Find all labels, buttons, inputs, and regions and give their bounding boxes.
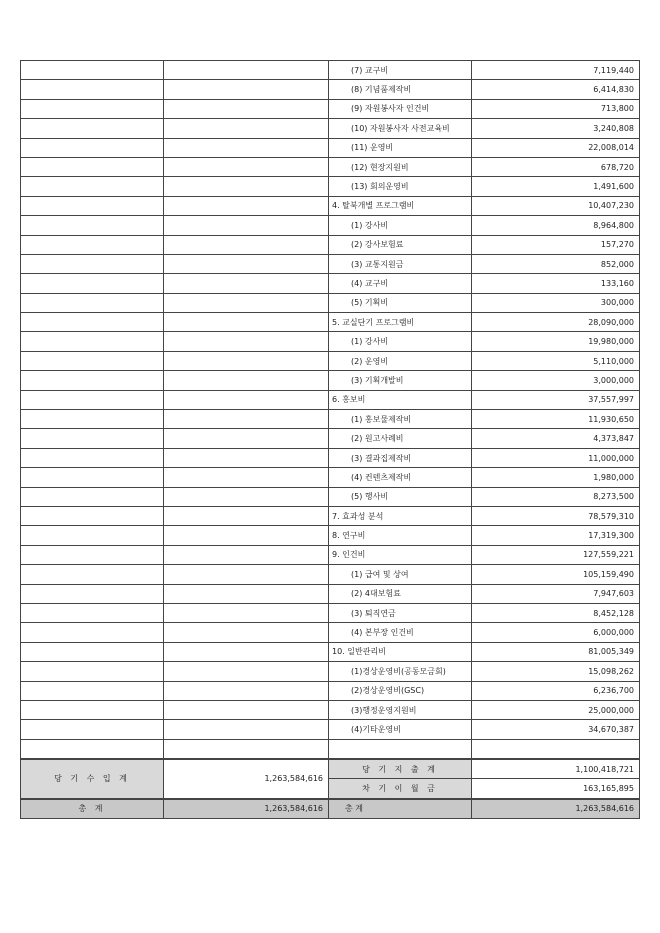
income-item-cell (21, 254, 164, 273)
income-item-cell (21, 642, 164, 661)
income-total-amount: 1,263,584,616 (164, 759, 329, 799)
expense-item-amount: 19,980,000 (472, 332, 640, 351)
income-amount-cell (164, 61, 329, 80)
expense-item-label: (4)기타운영비 (329, 720, 472, 739)
carryover-amount: 163,165,895 (472, 779, 640, 799)
income-item-cell (21, 80, 164, 99)
income-item-cell (21, 700, 164, 719)
income-item-cell (21, 274, 164, 293)
expense-item-label: (1) 강사비 (329, 332, 472, 351)
income-amount-cell (164, 99, 329, 118)
income-item-cell (21, 332, 164, 351)
income-item-cell (21, 739, 164, 759)
expense-item-label: (11) 운영비 (329, 138, 472, 157)
income-item-cell (21, 662, 164, 681)
expense-item-amount: 8,452,128 (472, 603, 640, 622)
expense-item-label: (2) 원고사례비 (329, 429, 472, 448)
expense-item-amount: 678,720 (472, 157, 640, 176)
income-item-cell (21, 293, 164, 312)
income-item-cell (21, 351, 164, 370)
expense-item-amount: 1,491,600 (472, 177, 640, 196)
grand-total-row (21, 799, 640, 819)
income-item-cell (21, 119, 164, 138)
grand-total-label-left: 총 계 (21, 799, 164, 819)
expense-item-label: (12) 현장지원비 (329, 157, 472, 176)
income-amount-cell (164, 157, 329, 176)
income-amount-cell (164, 332, 329, 351)
ledger-row (21, 371, 640, 390)
expense-total-label: 당 기 지 출 계 (329, 759, 472, 779)
income-item-cell (21, 526, 164, 545)
ledger-row (21, 662, 640, 681)
expense-item-amount: 28,090,000 (472, 313, 640, 332)
expense-item-label: (3)행정운영지원비 (329, 700, 472, 719)
income-amount-cell (164, 196, 329, 215)
income-item-cell (21, 138, 164, 157)
expense-item-label: (10) 자원봉사자 사전교육비 (329, 119, 472, 138)
income-amount-cell (164, 584, 329, 603)
expense-item-amount: 22,008,014 (472, 138, 640, 157)
expense-item-amount: 5,110,000 (472, 351, 640, 370)
ledger-row (21, 410, 640, 429)
income-item-cell (21, 196, 164, 215)
ledger-row (21, 235, 640, 254)
expense-item-label: (8) 기념품제작비 (329, 80, 472, 99)
income-item-cell (21, 235, 164, 254)
income-amount-cell (164, 274, 329, 293)
income-item-cell (21, 720, 164, 739)
income-item-cell (21, 487, 164, 506)
income-item-cell (21, 584, 164, 603)
expense-item-label: (2)경상운영비(GSC) (329, 681, 472, 700)
income-amount-cell (164, 468, 329, 487)
expense-item-label: (2) 운영비 (329, 351, 472, 370)
income-amount-cell (164, 235, 329, 254)
income-amount-cell (164, 429, 329, 448)
expense-item-label: (9) 자원봉사자 인건비 (329, 99, 472, 118)
expense-item-label: (3) 결과집제작비 (329, 448, 472, 467)
expense-item-label: (2) 4대보험료 (329, 584, 472, 603)
expense-item-label: (3) 퇴직연금 (329, 603, 472, 622)
ledger-row (21, 313, 640, 332)
income-amount-cell (164, 80, 329, 99)
expense-item-label: (2) 강사보험료 (329, 235, 472, 254)
income-amount-cell (164, 623, 329, 642)
expense-item-label: 4. 탈북개별 프로그램비 (329, 196, 472, 215)
ledger-row (21, 61, 640, 80)
income-item-cell (21, 603, 164, 622)
income-amount-cell (164, 313, 329, 332)
expense-item-amount: 127,559,221 (472, 545, 640, 564)
income-amount-cell (164, 448, 329, 467)
expense-item-amount: 852,000 (472, 254, 640, 273)
grand-total-amount-left: 1,263,584,616 (164, 799, 329, 819)
ledger-row (21, 390, 640, 409)
expense-item-amount: 17,319,300 (472, 526, 640, 545)
expense-item-label (329, 739, 472, 759)
income-amount-cell (164, 739, 329, 759)
income-amount-cell (164, 720, 329, 739)
ledger-row (21, 429, 640, 448)
income-amount-cell (164, 293, 329, 312)
ledger-row (21, 506, 640, 525)
expense-item-amount: 78,579,310 (472, 506, 640, 525)
income-amount-cell (164, 487, 329, 506)
grand-total-label-right: 총 계 (329, 799, 472, 819)
ledger-row (21, 274, 640, 293)
ledger-row (21, 196, 640, 215)
ledger-row (21, 720, 640, 739)
ledger-row (21, 603, 640, 622)
ledger-row (21, 351, 640, 370)
income-amount-cell (164, 351, 329, 370)
ledger-row (21, 177, 640, 196)
ledger-row (21, 468, 640, 487)
income-amount-cell (164, 371, 329, 390)
expense-item-label: (4) 컨텐츠제작비 (329, 468, 472, 487)
ledger-row (21, 526, 640, 545)
ledger-row (21, 565, 640, 584)
expense-item-label: 8. 연구비 (329, 526, 472, 545)
expense-item-amount: 10,407,230 (472, 196, 640, 215)
income-item-cell (21, 565, 164, 584)
expense-item-amount: 105,159,490 (472, 565, 640, 584)
expense-item-amount: 8,964,800 (472, 216, 640, 235)
ledger-row (21, 119, 640, 138)
expense-item-amount: 8,273,500 (472, 487, 640, 506)
income-amount-cell (164, 700, 329, 719)
expense-item-label: (3) 교통지원금 (329, 254, 472, 273)
ledger-row (21, 545, 640, 564)
expense-item-label: (3) 기획개발비 (329, 371, 472, 390)
income-amount-cell (164, 681, 329, 700)
expense-item-amount: 7,947,603 (472, 584, 640, 603)
ledger-row (21, 642, 640, 661)
income-item-cell (21, 99, 164, 118)
income-item-cell (21, 545, 164, 564)
ledger-body (21, 61, 640, 760)
budget-ledger-table (20, 60, 640, 819)
expense-item-amount: 713,800 (472, 99, 640, 118)
expense-item-amount: 6,414,830 (472, 80, 640, 99)
carryover-label: 차 기 이 월 금 (329, 779, 472, 799)
expense-item-amount: 1,980,000 (472, 468, 640, 487)
expense-item-label: 10. 일반관리비 (329, 642, 472, 661)
ledger-row (21, 293, 640, 312)
income-amount-cell (164, 410, 329, 429)
expense-item-amount: 300,000 (472, 293, 640, 312)
expense-item-label: 7. 효과성 분석 (329, 506, 472, 525)
summary-row-expense (21, 759, 640, 779)
income-amount-cell (164, 603, 329, 622)
expense-item-amount: 7,119,440 (472, 61, 640, 80)
expense-item-amount: 6,236,700 (472, 681, 640, 700)
income-item-cell (21, 468, 164, 487)
expense-item-label: (1) 급여 및 상여 (329, 565, 472, 584)
income-item-cell (21, 448, 164, 467)
ledger-row (21, 623, 640, 642)
ledger-row (21, 739, 640, 759)
income-amount-cell (164, 177, 329, 196)
expense-item-amount: 11,000,000 (472, 448, 640, 467)
ledger-row (21, 80, 640, 99)
income-item-cell (21, 61, 164, 80)
income-amount-cell (164, 506, 329, 525)
expense-total-amount: 1,100,418,721 (472, 759, 640, 779)
income-item-cell (21, 410, 164, 429)
expense-item-label: 5. 교실단기 프로그램비 (329, 313, 472, 332)
income-amount-cell (164, 390, 329, 409)
ledger-row (21, 99, 640, 118)
income-amount-cell (164, 526, 329, 545)
expense-item-amount (472, 739, 640, 759)
ledger-row (21, 584, 640, 603)
expense-item-label: (4) 본부장 인건비 (329, 623, 472, 642)
income-amount-cell (164, 138, 329, 157)
expense-item-amount: 81,005,349 (472, 642, 640, 661)
expense-item-label: (7) 교구비 (329, 61, 472, 80)
income-item-cell (21, 157, 164, 176)
expense-item-label: 6. 홍보비 (329, 390, 472, 409)
income-amount-cell (164, 565, 329, 584)
expense-item-amount: 34,670,387 (472, 720, 640, 739)
ledger-row (21, 487, 640, 506)
income-amount-cell (164, 545, 329, 564)
income-item-cell (21, 390, 164, 409)
expense-item-amount: 11,930,650 (472, 410, 640, 429)
expense-item-amount: 37,557,997 (472, 390, 640, 409)
expense-item-label: (5) 기획비 (329, 293, 472, 312)
ledger-row (21, 681, 640, 700)
expense-item-amount: 15,098,262 (472, 662, 640, 681)
ledger-row (21, 254, 640, 273)
income-amount-cell (164, 119, 329, 138)
income-item-cell (21, 313, 164, 332)
expense-item-amount: 3,240,808 (472, 119, 640, 138)
ledger-row (21, 700, 640, 719)
expense-item-amount: 133,160 (472, 274, 640, 293)
expense-item-amount: 4,373,847 (472, 429, 640, 448)
ledger-row (21, 332, 640, 351)
income-amount-cell (164, 642, 329, 661)
income-item-cell (21, 623, 164, 642)
expense-item-label: (1) 홍보물제작비 (329, 410, 472, 429)
ledger-row (21, 216, 640, 235)
expense-item-amount: 6,000,000 (472, 623, 640, 642)
ledger-row (21, 138, 640, 157)
expense-item-label: (1)경상운영비(공동모금회) (329, 662, 472, 681)
income-item-cell (21, 681, 164, 700)
income-amount-cell (164, 662, 329, 681)
income-item-cell (21, 506, 164, 525)
income-amount-cell (164, 216, 329, 235)
expense-item-label: (13) 회의운영비 (329, 177, 472, 196)
expense-item-label: (1) 강사비 (329, 216, 472, 235)
expense-item-label: (5) 행사비 (329, 487, 472, 506)
ledger-row (21, 157, 640, 176)
income-item-cell (21, 371, 164, 390)
income-item-cell (21, 429, 164, 448)
ledger-row (21, 448, 640, 467)
expense-item-amount: 3,000,000 (472, 371, 640, 390)
income-item-cell (21, 216, 164, 235)
income-total-label: 당 기 수 입 계 (21, 759, 164, 799)
income-amount-cell (164, 254, 329, 273)
expense-item-label: (4) 교구비 (329, 274, 472, 293)
expense-item-amount: 157,270 (472, 235, 640, 254)
expense-item-amount: 25,000,000 (472, 700, 640, 719)
grand-total-amount-right: 1,263,584,616 (472, 799, 640, 819)
expense-item-label: 9. 인건비 (329, 545, 472, 564)
income-item-cell (21, 177, 164, 196)
